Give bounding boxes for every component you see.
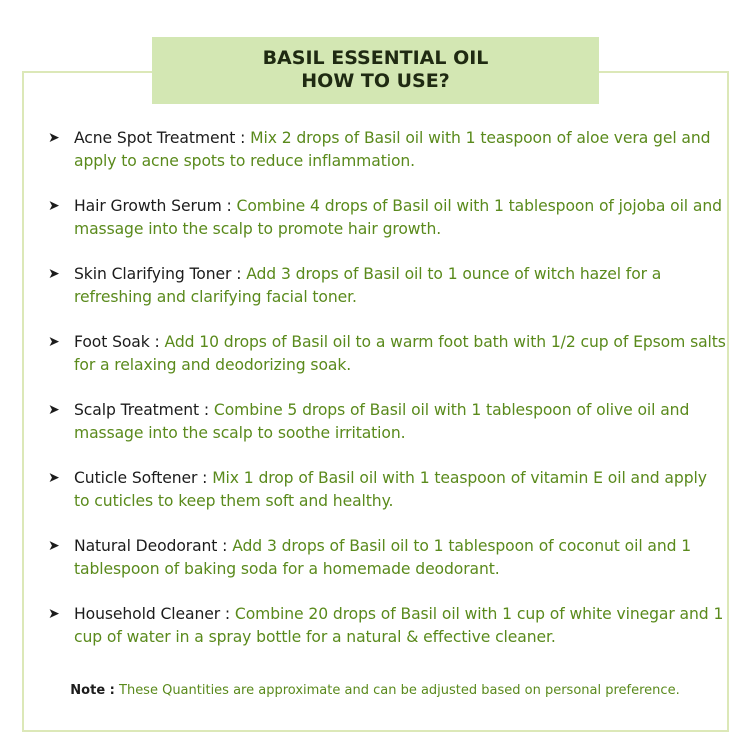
item-label: Acne Spot Treatment :	[74, 129, 246, 147]
right-arrowhead-icon: ➤	[48, 470, 60, 486]
list-item-cuticle-softener	[48, 467, 726, 535]
right-arrowhead-icon: ➤	[48, 130, 60, 146]
item-description: Add 3 drops of Basil oil to 1 ounce of witch hazel for a refreshing and clarifying facial toner.	[74, 265, 662, 306]
list-item-foot-soak	[48, 331, 726, 399]
right-arrowhead-icon: ➤	[48, 266, 60, 282]
note-text: These Quantities are approximate and can be adjusted based on personal preference.	[114, 683, 680, 698]
list-item-scalp-treatment	[48, 399, 726, 467]
item-label: Foot Soak :	[74, 333, 160, 351]
list-item-skin-clarifying-toner	[48, 263, 726, 331]
item-description: Mix 2 drops of Basil oil with 1 teaspoon of aloe vera gel and apply to acne spots to reduce inflammation.	[74, 129, 711, 170]
item-label: Scalp Treatment :	[74, 401, 210, 419]
list-item-hair-growth-serum	[48, 195, 726, 263]
item-description: Add 10 drops of Basil oil to a warm foot bath with 1/2 cup of Epsom salts for a relaxing and deodorizing soak.	[74, 333, 726, 374]
item-label: Skin Clarifying Toner :	[74, 265, 242, 283]
usage-list	[48, 127, 726, 671]
footnote	[60, 680, 690, 701]
item-label: Hair Growth Serum :	[74, 197, 232, 215]
item-description: Mix 1 drop of Basil oil with 1 teaspoon of vitamin E oil and apply to cuticles to keep them soft and healthy.	[74, 469, 707, 510]
list-item-household-cleaner	[48, 603, 726, 671]
frame-top-right-line	[599, 71, 729, 73]
right-arrowhead-icon: ➤	[48, 334, 60, 350]
right-arrowhead-icon: ➤	[48, 402, 60, 418]
list-item-natural-deodorant	[48, 535, 726, 603]
item-label: Natural Deodorant :	[74, 537, 228, 555]
title-line-2: HOW TO USE?	[301, 70, 450, 92]
note-label: Note :	[70, 683, 115, 698]
item-description: Combine 20 drops of Basil oil with 1 cup of white vinegar and 1 cup of water in a spray bottle for a natural & effective cleaner.	[74, 605, 724, 646]
right-arrowhead-icon: ➤	[48, 538, 60, 554]
right-arrowhead-icon: ➤	[48, 606, 60, 622]
list-item-acne-spot-treatment	[48, 127, 726, 195]
item-description: Combine 4 drops of Basil oil with 1 tablespoon of jojoba oil and massage into the scalp to promote hair growth.	[74, 197, 722, 238]
frame-top-left-line	[22, 71, 152, 73]
item-description: Combine 5 drops of Basil oil with 1 tablespoon of olive oil and massage into the scalp to soothe irritation.	[74, 401, 690, 442]
item-description: Add 3 drops of Basil oil to 1 tablespoon of coconut oil and 1 tablespoon of baking soda for a homemade deodorant.	[74, 537, 692, 578]
right-arrowhead-icon: ➤	[48, 198, 60, 214]
title-banner	[152, 37, 599, 104]
title-line-1: BASIL ESSENTIAL OIL	[262, 47, 489, 69]
item-label: Cuticle Softener :	[74, 469, 208, 487]
item-label: Household Cleaner :	[74, 605, 231, 623]
